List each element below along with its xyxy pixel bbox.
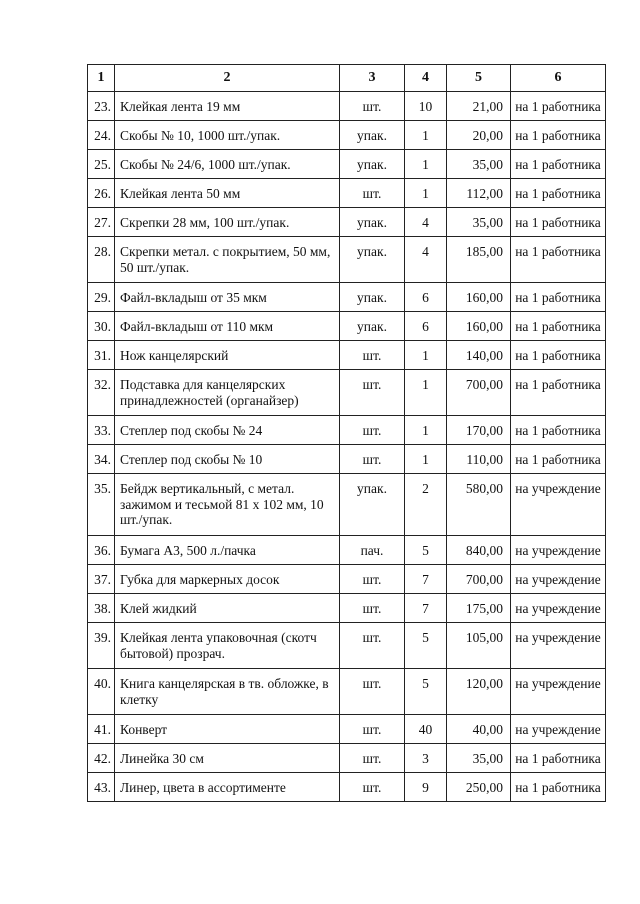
item-unit: шт.: [340, 341, 405, 370]
item-quantity: 1: [405, 179, 447, 208]
header-col-6: 6: [511, 65, 606, 92]
table-row: [88, 773, 606, 802]
item-norm: на учреждение: [511, 669, 606, 715]
item-name: Нож канцелярский: [115, 341, 340, 370]
item-norm: на 1 работника: [511, 237, 606, 283]
header-col-2: 2: [115, 65, 340, 92]
table-row: [88, 744, 606, 773]
item-unit: шт.: [340, 623, 405, 669]
item-quantity: 1: [405, 445, 447, 474]
row-number: 24.: [88, 121, 115, 150]
item-quantity: 5: [405, 536, 447, 565]
item-quantity: 9: [405, 773, 447, 802]
item-price: 110,00: [447, 445, 511, 474]
row-number: 25.: [88, 150, 115, 179]
table-row: [88, 150, 606, 179]
item-price: 40,00: [447, 715, 511, 744]
item-name: Клейкая лента 19 мм: [115, 92, 340, 121]
row-number: 42.: [88, 744, 115, 773]
item-quantity: 1: [405, 370, 447, 416]
row-number: 28.: [88, 237, 115, 283]
table-row: [88, 121, 606, 150]
item-name: Линейка 30 см: [115, 744, 340, 773]
table-row: [88, 92, 606, 121]
item-name: Клейкая лента упаковочная (скотч бытовой) прозрач.: [115, 623, 340, 669]
item-quantity: 6: [405, 283, 447, 312]
header-col-5: 5: [447, 65, 511, 92]
table-row: [88, 474, 606, 536]
table-row: [88, 623, 606, 669]
header-col-3: 3: [340, 65, 405, 92]
table-row: [88, 594, 606, 623]
table-row: [88, 283, 606, 312]
item-norm: на 1 работника: [511, 150, 606, 179]
table-row: [88, 445, 606, 474]
item-quantity: 1: [405, 121, 447, 150]
document-page: [87, 64, 606, 802]
item-unit: упак.: [340, 150, 405, 179]
item-unit: шт.: [340, 773, 405, 802]
item-unit: шт.: [340, 565, 405, 594]
row-number: 39.: [88, 623, 115, 669]
table-row: [88, 536, 606, 565]
item-unit: шт.: [340, 445, 405, 474]
item-name: Степлер под скобы № 24: [115, 416, 340, 445]
item-unit: шт.: [340, 594, 405, 623]
row-number: 34.: [88, 445, 115, 474]
table-row: [88, 715, 606, 744]
item-unit: шт.: [340, 179, 405, 208]
item-unit: шт.: [340, 715, 405, 744]
item-norm: на учреждение: [511, 715, 606, 744]
item-norm: на 1 работника: [511, 121, 606, 150]
item-name: Книга канцелярская в тв. обложке, в клетку: [115, 669, 340, 715]
item-quantity: 2: [405, 474, 447, 536]
row-number: 30.: [88, 312, 115, 341]
item-unit: шт.: [340, 370, 405, 416]
item-price: 250,00: [447, 773, 511, 802]
item-norm: на 1 работника: [511, 179, 606, 208]
item-price: 21,00: [447, 92, 511, 121]
item-quantity: 7: [405, 565, 447, 594]
table-header-row: [88, 65, 606, 92]
item-norm: на учреждение: [511, 594, 606, 623]
item-unit: упак.: [340, 121, 405, 150]
item-name: Скрепки 28 мм, 100 шт./упак.: [115, 208, 340, 237]
row-number: 32.: [88, 370, 115, 416]
item-price: 160,00: [447, 283, 511, 312]
item-quantity: 4: [405, 208, 447, 237]
item-price: 160,00: [447, 312, 511, 341]
item-quantity: 6: [405, 312, 447, 341]
table-row: [88, 179, 606, 208]
table-row: [88, 237, 606, 283]
item-norm: на 1 работника: [511, 92, 606, 121]
supplies-table: [87, 64, 606, 802]
item-norm: на 1 работника: [511, 416, 606, 445]
item-quantity: 1: [405, 150, 447, 179]
item-price: 105,00: [447, 623, 511, 669]
item-price: 170,00: [447, 416, 511, 445]
item-norm: на 1 работника: [511, 445, 606, 474]
row-number: 23.: [88, 92, 115, 121]
item-norm: на 1 работника: [511, 208, 606, 237]
item-quantity: 5: [405, 669, 447, 715]
row-number: 33.: [88, 416, 115, 445]
row-number: 31.: [88, 341, 115, 370]
table-row: [88, 669, 606, 715]
item-quantity: 1: [405, 341, 447, 370]
item-price: 35,00: [447, 744, 511, 773]
table-row: [88, 341, 606, 370]
item-name: Бейдж вертикальный, с метал. зажимом и тесьмой 81 х 102 мм, 10 шт./упак.: [115, 474, 340, 536]
item-quantity: 10: [405, 92, 447, 121]
item-quantity: 4: [405, 237, 447, 283]
item-price: 112,00: [447, 179, 511, 208]
table-row: [88, 370, 606, 416]
item-unit: упак.: [340, 283, 405, 312]
item-quantity: 7: [405, 594, 447, 623]
item-price: 20,00: [447, 121, 511, 150]
item-price: 120,00: [447, 669, 511, 715]
item-unit: упак.: [340, 312, 405, 341]
table-row: [88, 312, 606, 341]
item-price: 580,00: [447, 474, 511, 536]
row-number: 35.: [88, 474, 115, 536]
item-price: 700,00: [447, 370, 511, 416]
item-name: Подставка для канцелярских принадлежностей (органайзер): [115, 370, 340, 416]
item-norm: на учреждение: [511, 536, 606, 565]
item-name: Клейкая лента 50 мм: [115, 179, 340, 208]
item-unit: упак.: [340, 474, 405, 536]
row-number: 38.: [88, 594, 115, 623]
item-norm: на 1 работника: [511, 283, 606, 312]
item-unit: шт.: [340, 669, 405, 715]
item-price: 840,00: [447, 536, 511, 565]
item-price: 175,00: [447, 594, 511, 623]
item-name: Степлер под скобы № 10: [115, 445, 340, 474]
header-col-1: 1: [88, 65, 115, 92]
row-number: 37.: [88, 565, 115, 594]
item-unit: упак.: [340, 237, 405, 283]
item-name: Скобы № 10, 1000 шт./упак.: [115, 121, 340, 150]
item-unit: шт.: [340, 744, 405, 773]
item-price: 140,00: [447, 341, 511, 370]
row-number: 26.: [88, 179, 115, 208]
item-name: Файл-вкладыш от 110 мкм: [115, 312, 340, 341]
item-name: Губка для маркерных досок: [115, 565, 340, 594]
item-norm: на 1 работника: [511, 312, 606, 341]
item-norm: на 1 работника: [511, 744, 606, 773]
item-unit: пач.: [340, 536, 405, 565]
item-price: 35,00: [447, 150, 511, 179]
row-number: 27.: [88, 208, 115, 237]
item-norm: на учреждение: [511, 474, 606, 536]
item-quantity: 3: [405, 744, 447, 773]
item-price: 185,00: [447, 237, 511, 283]
item-price: 35,00: [447, 208, 511, 237]
table-row: [88, 416, 606, 445]
row-number: 43.: [88, 773, 115, 802]
item-unit: упак.: [340, 208, 405, 237]
item-name: Файл-вкладыш от 35 мкм: [115, 283, 340, 312]
header-col-4: 4: [405, 65, 447, 92]
item-name: Клей жидкий: [115, 594, 340, 623]
item-unit: шт.: [340, 92, 405, 121]
table-row: [88, 565, 606, 594]
item-price: 700,00: [447, 565, 511, 594]
item-name: Бумага А3, 500 л./пачка: [115, 536, 340, 565]
row-number: 41.: [88, 715, 115, 744]
row-number: 40.: [88, 669, 115, 715]
item-norm: на 1 работника: [511, 341, 606, 370]
item-quantity: 40: [405, 715, 447, 744]
table-row: [88, 208, 606, 237]
item-norm: на учреждение: [511, 565, 606, 594]
item-name: Конверт: [115, 715, 340, 744]
item-name: Скрепки метал. с покрытием, 50 мм, 50 шт./упак.: [115, 237, 340, 283]
row-number: 36.: [88, 536, 115, 565]
item-norm: на 1 работника: [511, 370, 606, 416]
item-norm: на 1 работника: [511, 773, 606, 802]
row-number: 29.: [88, 283, 115, 312]
item-name: Линер, цвета в ассортименте: [115, 773, 340, 802]
item-name: Скобы № 24/6, 1000 шт./упак.: [115, 150, 340, 179]
item-unit: шт.: [340, 416, 405, 445]
item-quantity: 5: [405, 623, 447, 669]
item-norm: на учреждение: [511, 623, 606, 669]
item-quantity: 1: [405, 416, 447, 445]
